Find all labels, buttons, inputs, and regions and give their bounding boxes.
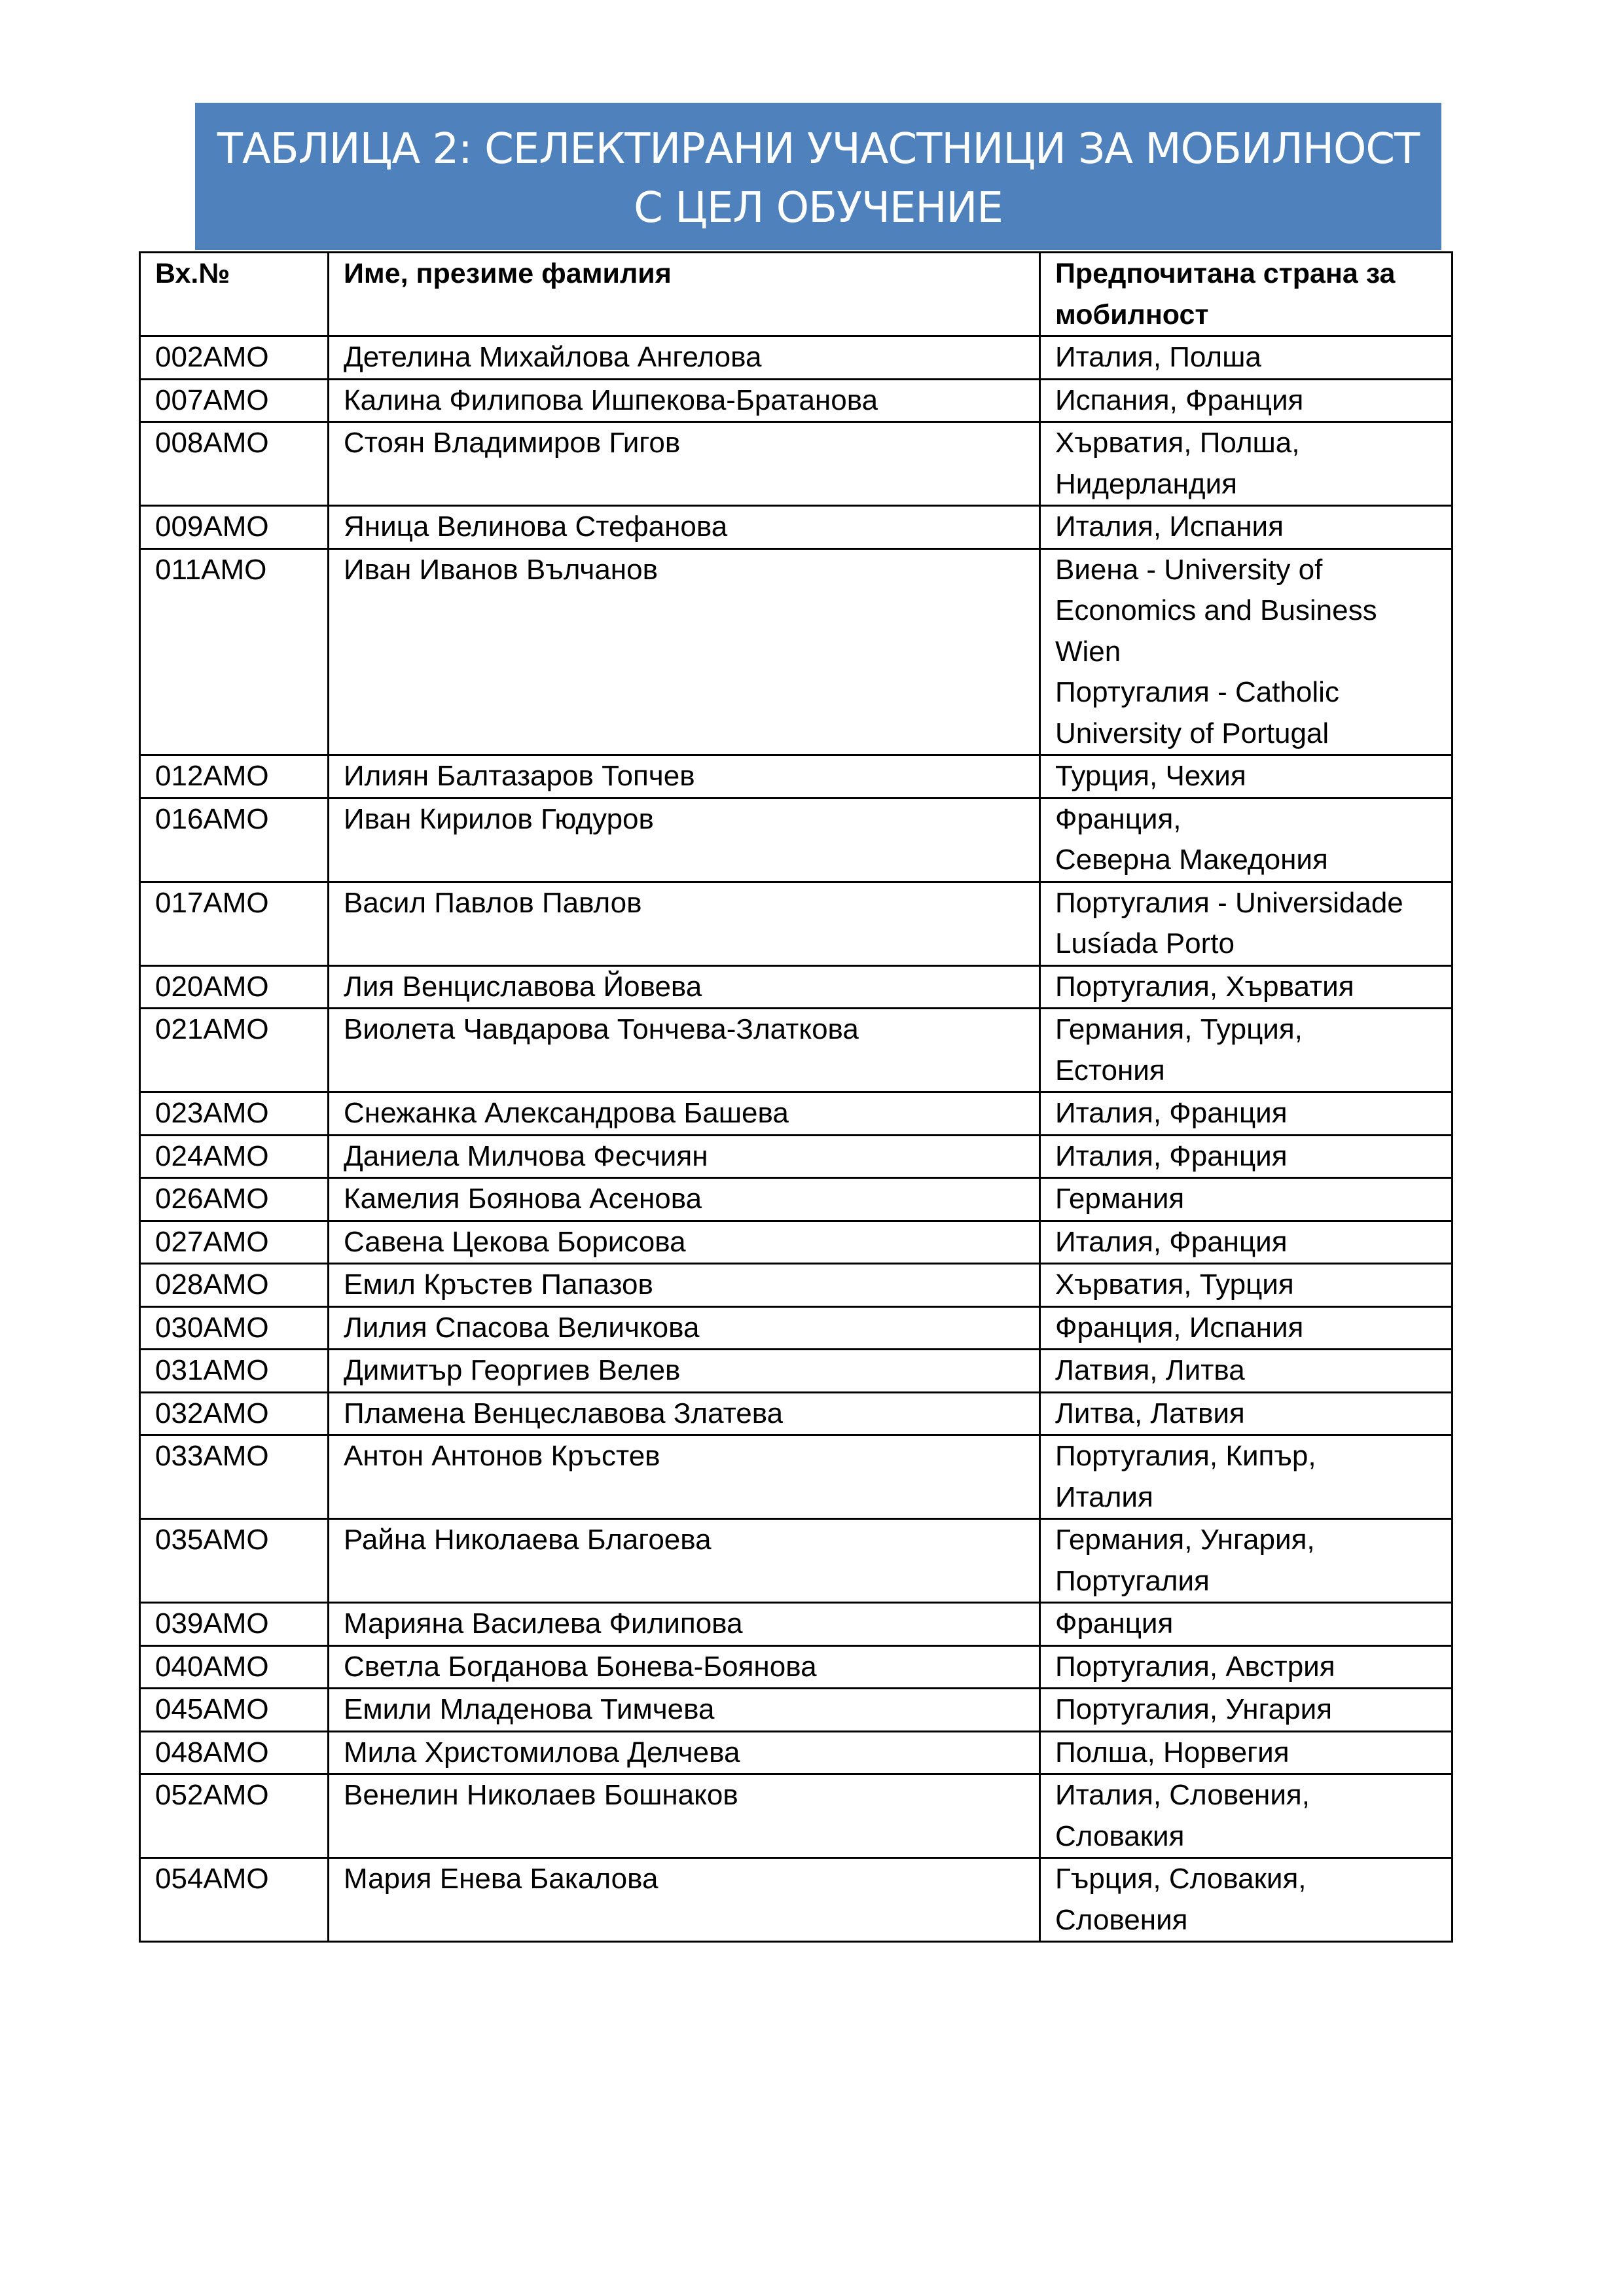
row-country [1040,1392,1453,1435]
row-country [1040,548,1453,755]
row-country-line: Португалия, Австрия [1055,1650,1335,1683]
row-name: Иван Иванов Вълчанов [329,548,1040,755]
row-country-line: University of Portugal [1055,717,1329,749]
row-country [1040,1603,1453,1646]
row-country-line: Economics and Business [1055,594,1377,626]
row-country-line: Португалия, Кипър, [1055,1440,1316,1472]
table-row [140,755,1453,798]
table-row [140,1178,1453,1221]
row-name: Савена Цекова Борисова [329,1221,1040,1264]
row-country-line: Португалия - Universidade [1055,886,1403,919]
row-country-line: Литва, Латвия [1055,1397,1245,1429]
row-country [1040,1689,1453,1732]
header-country-line-2: мобилност [1055,298,1209,331]
row-country-line: Словакия [1055,1820,1185,1852]
row-number: 020АМО [140,965,329,1009]
row-number: 011АМО [140,548,329,755]
row-country-line: Италия, Франция [1055,1225,1288,1258]
row-country-line: Италия, Словения, [1055,1779,1310,1811]
header-name: Име, презиме фамилия [329,253,1040,336]
table-row [140,1774,1453,1858]
table-row [140,379,1453,422]
row-name: Емил Кръстев Папазов [329,1264,1040,1307]
table-header-row [140,253,1453,336]
row-country-line: Италия [1055,1480,1153,1513]
table-row [140,1435,1453,1519]
row-country-line: Хърватия, Полша, [1055,427,1300,459]
row-number: 032АМО [140,1392,329,1435]
row-number: 027АМО [140,1221,329,1264]
row-country-line: Португалия - Catholic [1055,676,1339,708]
row-name: Димитър Георгиев Велев [329,1350,1040,1393]
row-country [1040,1178,1453,1221]
table-row [140,1731,1453,1774]
row-name: Емили Младенова Тимчева [329,1689,1040,1732]
row-number: 033АМО [140,1435,329,1519]
table-row [140,1135,1453,1178]
row-country-line: Нидерландия [1055,467,1237,500]
row-number: 030АМО [140,1306,329,1350]
row-country-line: Lusíada Porto [1055,927,1235,960]
row-name: Виолета Чавдарова Тончева-Златкова [329,1009,1040,1092]
row-country [1040,1774,1453,1858]
table-body [140,336,1453,1942]
table-row [140,1645,1453,1689]
row-name: Васил Павлов Павлов [329,882,1040,965]
row-number: 017АМО [140,882,329,965]
table-row [140,1306,1453,1350]
table-row [140,422,1453,506]
table-row [140,506,1453,549]
row-country-line: Естония [1055,1054,1165,1086]
header-number: Вх.№ [140,253,329,336]
row-name: Детелина Михайлова Ангелова [329,336,1040,380]
title-line-2: С ЦЕЛ ОБУЧЕНИЕ [634,183,1003,232]
row-name: Венелин Николаев Бошнаков [329,1774,1040,1858]
header-country [1040,253,1453,336]
table-row [140,1221,1453,1264]
row-country-line: Латвия, Литва [1055,1354,1245,1386]
table-row [140,1092,1453,1136]
row-number: 026АМО [140,1178,329,1221]
row-number: 031АМО [140,1350,329,1393]
row-name: Даниела Милчова Фесчиян [329,1135,1040,1178]
row-country-line: Франция, [1055,802,1182,835]
row-number: 028АМО [140,1264,329,1307]
row-number: 054АМО [140,1858,329,1942]
row-number: 035АМО [140,1519,329,1603]
table-row [140,1009,1453,1092]
row-country-line: Италия, Франция [1055,1097,1288,1129]
row-country-line: Италия, Полша [1055,341,1261,373]
participants-table [139,251,1453,1943]
row-name: Илиян Балтазаров Топчев [329,755,1040,798]
row-country-line: Португалия, Хърватия [1055,970,1354,1003]
table-row [140,1603,1453,1646]
row-country-line: Германия [1055,1183,1185,1215]
row-country-line: Полша, Норвегия [1055,1736,1290,1768]
row-name: Иван Кирилов Гюдуров [329,798,1040,882]
row-number: 008АМО [140,422,329,506]
row-country [1040,1435,1453,1519]
row-country [1040,882,1453,965]
row-name: Калина Филипова Ишпекова-Братанова [329,379,1040,422]
row-country-line: Португалия, Унгария [1055,1693,1333,1725]
table-title-banner [195,103,1441,250]
row-country-line: Португалия [1055,1564,1210,1597]
row-country-line: Гърция, Словакия, [1055,1863,1307,1895]
row-number: 002АМО [140,336,329,380]
row-country-line: Италия, Франция [1055,1139,1288,1172]
row-country [1040,379,1453,422]
row-country-line: Франция, Испания [1055,1311,1304,1344]
row-number: 040АМО [140,1645,329,1689]
table-row [140,1264,1453,1307]
table-row [140,798,1453,882]
row-name: Мила Христомилова Делчева [329,1731,1040,1774]
row-country-line: Италия, Испания [1055,511,1284,543]
row-number: 012АМО [140,755,329,798]
row-country [1040,1135,1453,1178]
row-country-line: Германия, Унгария, [1055,1524,1315,1556]
row-name: Мария Енева Бакалова [329,1858,1040,1942]
row-name: Снежанка Александрова Башева [329,1092,1040,1136]
row-country-line: Испания, Франция [1055,384,1304,416]
row-name: Марияна Василева Филипова [329,1603,1040,1646]
row-country [1040,755,1453,798]
row-country [1040,506,1453,549]
table-row [140,1689,1453,1732]
row-country [1040,1519,1453,1603]
row-name: Пламена Венцеславова Златева [329,1392,1040,1435]
table-row [140,1392,1453,1435]
row-name: Райна Николаева Благоева [329,1519,1040,1603]
row-country [1040,965,1453,1009]
row-number: 052АМО [140,1774,329,1858]
row-country [1040,1264,1453,1307]
row-country [1040,1858,1453,1942]
row-country [1040,798,1453,882]
row-country-line: Германия, Турция, [1055,1013,1303,1045]
row-country-line: Северна Македония [1055,844,1328,876]
row-name: Яница Велинова Стефанова [329,506,1040,549]
table-row [140,882,1453,965]
row-name: Антон Антонов Кръстев [329,1435,1040,1519]
row-number: 007АМО [140,379,329,422]
header-country-line-1: Предпочитана страна за [1055,258,1396,289]
row-country [1040,1350,1453,1393]
row-number: 045АМО [140,1689,329,1732]
table-row [140,1519,1453,1603]
row-name: Стоян Владимиров Гигов [329,422,1040,506]
row-country-line: Wien [1055,635,1121,668]
row-country [1040,1306,1453,1350]
row-country [1040,422,1453,506]
row-country [1040,1092,1453,1136]
row-number: 023АМО [140,1092,329,1136]
row-number: 039АМО [140,1603,329,1646]
row-country-line: Хърватия, Турция [1055,1268,1294,1300]
row-country [1040,1645,1453,1689]
row-number: 024АМО [140,1135,329,1178]
row-name: Светла Богданова Бонева-Боянова [329,1645,1040,1689]
row-country [1040,1009,1453,1092]
table-row [140,1858,1453,1942]
table-row [140,1350,1453,1393]
title-line-1: ТАБЛИЦА 2: СЕЛЕКТИРАНИ УЧАСТНИЦИ ЗА МОБИЛНОСТ [217,124,1420,173]
row-country-line: Турция, Чехия [1055,760,1246,792]
row-country-line: Франция [1055,1607,1174,1640]
row-country-line: Словения [1055,1903,1188,1936]
table-row [140,336,1453,380]
row-name: Лилия Спасова Величкова [329,1306,1040,1350]
row-country [1040,336,1453,380]
row-number: 021АМО [140,1009,329,1092]
table-row [140,965,1453,1009]
row-number: 016АМО [140,798,329,882]
row-country-line: Виена - University of [1055,553,1323,586]
row-name: Камелия Боянова Асенова [329,1178,1040,1221]
table-row [140,548,1453,755]
row-number: 048АМО [140,1731,329,1774]
row-country [1040,1731,1453,1774]
row-number: 009АМО [140,506,329,549]
row-country [1040,1221,1453,1264]
row-name: Лия Венциславова Йовева [329,965,1040,1009]
